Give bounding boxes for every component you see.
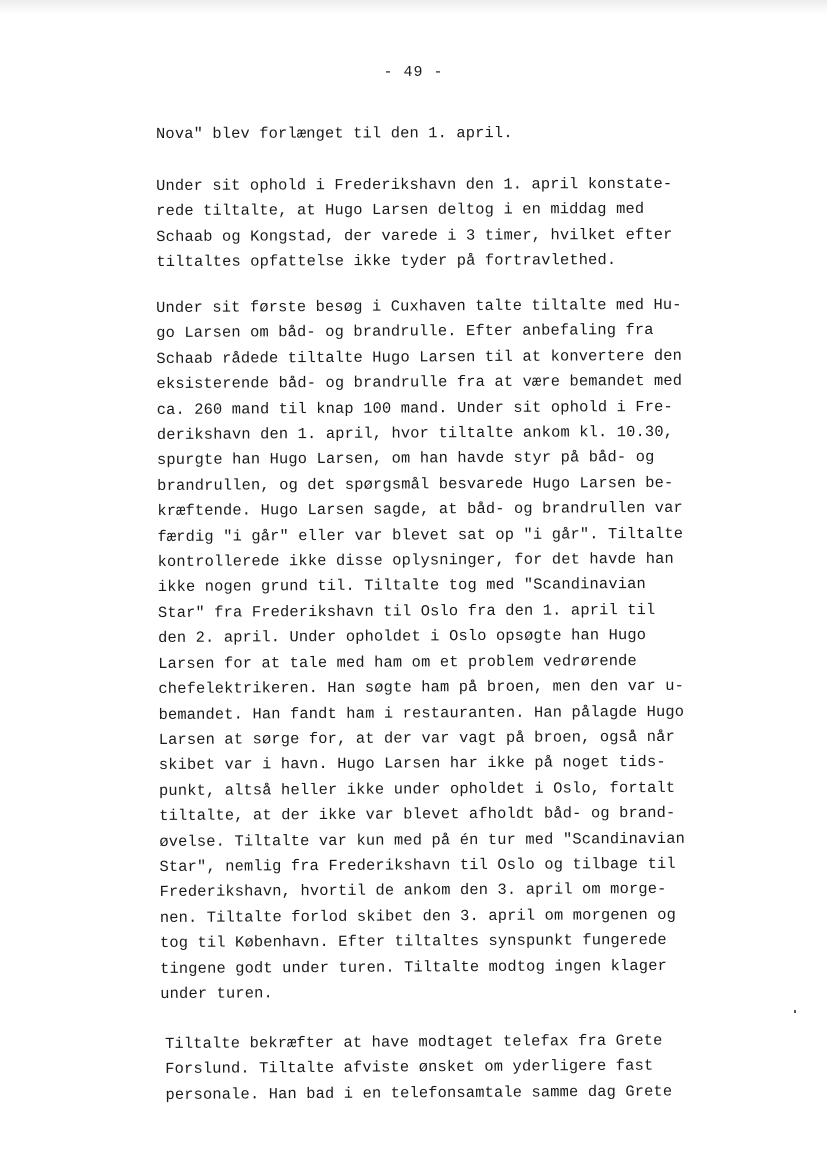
- paragraph-boat-fire-roster: Under sit første besøg i Cuxhaven talte tiltalte med Hu- go Larsen om båd- og brandrulle. Efter anbefaling fra Schaab rådede tiltalte Hugo Larsen til at konvertere den eksisterende båd- og brandrulle fra at være bemandet med ca. 260 mand til knap 100 mand. Under sit ophold i Fre- derikshavn den 1. april, hvor tiltalte ankom kl. 10.30, spurgte han Hugo Larsen, om han havde styr på båd- og brandrullen, og det spørgsmål besvarede Hugo Larsen be- kræftende. Hugo Larsen sagde, at båd- og brandrullen var færdig "i går" eller var blevet sat op "i går". Tiltalte kontrollerede ikke disse oplysninger, for det havde han ikke nogen grund til. Tiltalte tog med "Scandinavian Star" fra Frederikshavn til Oslo fra den 1. april til den 2. april. Under opholdet i Oslo opsøgte han Hugo Larsen for at tale med ham om et problem vedrørende chefelektrikeren. Han søgte ham på broen, men den var u- bemandet. Han fandt ham i restauranten. Han pålagde Hugo Larsen at sørge for, at der var vagt på broen, også når skibet var i havn. Hugo Larsen har ikke på noget tids- punkt, altså heller ikke under opholdet i Oslo, fortalt tiltalte, at der ikke var blevet afholdt båd- og brand- øvelse. Tiltalte var kun med på én tur med "Scandinavian Star", nemlig fra Frederikshavn til Oslo og tilbage til Frederikshavn, hvortil de ankom den 3. april om morge- nen. Tiltalte forlod skibet den 3. april om morgenen og tog til København. Efter tiltaltes synspunkt fungerede tingene godt under turen. Tiltalte modtog ingen klager under turen.: [156, 295, 685, 1003]
- paragraph-continuation: Nova" blev forlænget til den 1. april.: [156, 124, 513, 143]
- paragraph-telefax: Tiltalte bekræfter at have modtaget telefax fra Grete Forslund. Tiltalte afviste ønsket om yderligere fast personale. Han bad i en telefonsamtale samme dag Grete: [165, 1031, 673, 1104]
- scan-speck: [794, 1010, 796, 1013]
- paragraph-frederikshavn-dinner: Under sit ophold i Frederikshavn den 1. april konstate- rede tiltalte, at Hugo Larsen deltog i en middag med Schaab og Kongstad, der varede i 3 timer, hvilket efter tiltaltes opfattelse ikke tyder på fortravlethed.: [156, 174, 673, 272]
- page-number: - 49 -: [383, 64, 444, 81]
- scan-top-edge: [0, 0, 827, 14]
